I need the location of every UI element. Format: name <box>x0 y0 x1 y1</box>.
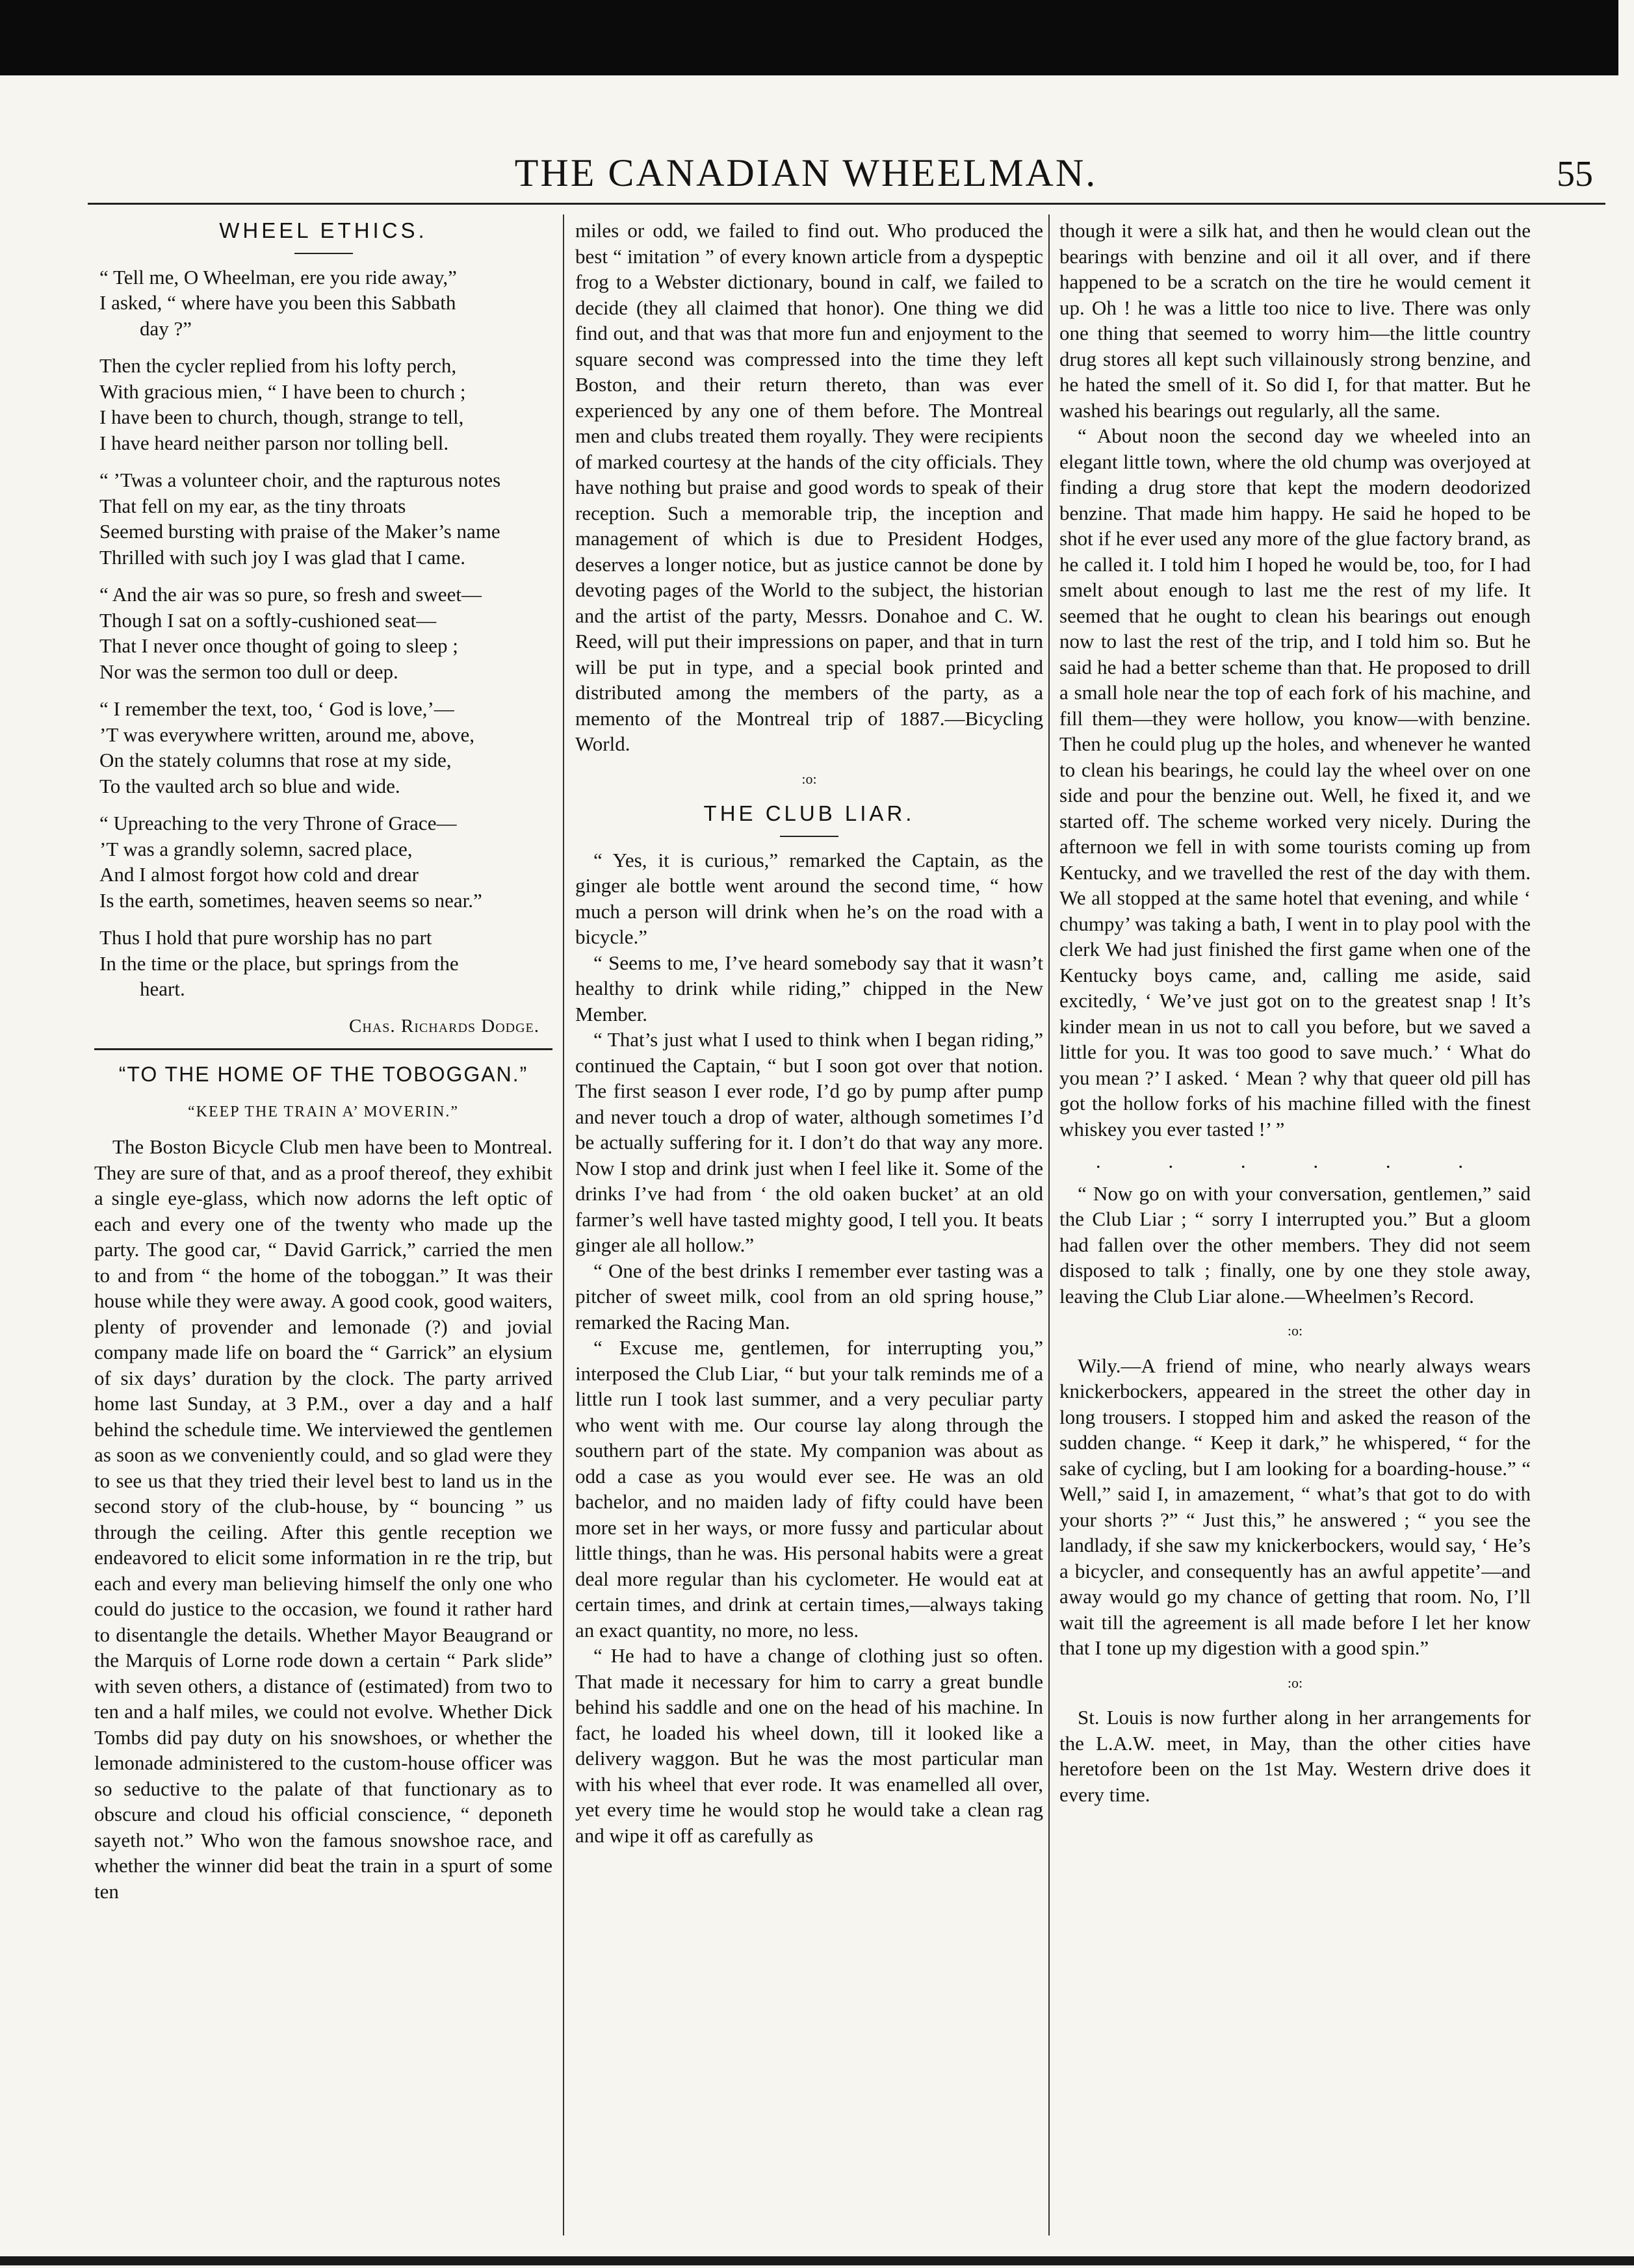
poem-line: I have heard neither parson nor tolling bell. <box>99 431 449 454</box>
poem-signature: Chas. Richards Dodge. <box>349 1015 539 1037</box>
bottom-bar <box>0 2256 1634 2265</box>
ellipsis-dots: . . . . . . <box>1095 1150 1495 1172</box>
poem-line: ’T was a grandly solemn, sacred place, <box>99 837 413 860</box>
poem-line: I have been to church, though, strange to tell, <box>99 406 464 428</box>
poem-line: To the vaulted arch so blue and wide. <box>99 774 400 797</box>
column-rule-2 <box>1048 214 1050 2236</box>
poem-line: day ?” <box>140 316 192 340</box>
article-subtitle: “KEEP THE TRAIN A’ MOVERIN.” <box>187 1103 460 1120</box>
poem-line: Then the cycler replied from his lofty perch, <box>99 354 457 377</box>
poem-line: I asked, “ where have you been this Sabbath <box>99 291 456 314</box>
poem-line: Though I sat on a softly-cushioned seat— <box>99 608 437 632</box>
poem-line: Thus I hold that pure worship has no part <box>99 926 432 949</box>
section-rule <box>94 1048 552 1050</box>
poem-stanza <box>94 467 552 570</box>
poem-stanza <box>94 925 552 1002</box>
st-louis-paragraph: St. Louis is now further along in her arrangements for the L.A.W. meet, in May, than the other cities have heretofore been on the 1st May. Western drive does it every time. <box>1059 1706 1531 1806</box>
poem-line: Thrilled with such joy I was glad that I came. <box>99 545 466 569</box>
poem-line: ’T was everywhere written, around me, above, <box>99 723 475 746</box>
top-black-bar <box>0 0 1618 75</box>
column-1 <box>94 218 552 2229</box>
poem-line: “ Tell me, O Wheelman, ere you ride away,” <box>99 265 457 289</box>
club-liar-continued: though it were a silk hat, and then he would clean out the bearings with benzine and oil it all over, and if there happened to be a scratch on the tire he would cement it up. Oh ! he was a little too nice to live. There was only one thing that seemed to worry him—the little country drug stores all kept such villainously strong benzine, and he hated the smell of it. So did I, for that matter. But he washed his bearings out regularly, all the same. <box>1059 219 1531 422</box>
poem-stanza <box>94 696 552 799</box>
poem-line: Is the earth, sometimes, heaven seems so near.” <box>99 888 482 912</box>
poem-line: With gracious mien, “ I have been to church ; <box>99 380 466 403</box>
club-liar-paragraph: “ About noon the second day we wheeled into an elegant little town, where the old chump was overjoyed at finding a drug store that kept the modern deodorized benzine. That made him happy. He said he hoped to be shot if he ever used any more of the glue factory brand, as he called it. I told him I hoped he would be, too, for I had smelt about enough to last me the rest of my life. It seemed that he ought to clean his bearings out enough now to last the rest of the trip, and I told him so. But he said he had a better scheme than that. He proposed to drill a small hole near the top of each fork of his machine, and fill them—they were hollow, you know—with benzine. Then he could plug up the holes, and whenever he wanted to clean his bearings, he could lay the wheel over on one side and pour the benzine out. Well, he fixed it, and we started off. The scheme worked very nicely. During the afternoon we fell in with some tourists coming up from Kentucky, and we travelled the rest of the day with them. We all stopped at the same hotel that evening, and while ‘ chumpy’ was taking a bath, I went in to play pool with the clerk We had just finished the first game when one of the Kentucky boys came, and, calling me aside, said excitedly, ‘ We’ve just got on to the greatest snap ! It’s kinder mean in us not to call you before, but we saved a little for you. It was too good to save much.’ ‘ What do you mean ?’ I asked. ‘ Mean ? why that queer old pill has got the hollow forks of his machine filled with the finest whiskey you ever tasted !’ ” <box>1059 424 1531 1140</box>
article-paragraph: The Boston Bicycle Club men have been to Montreal. They are sure of that, and as a proof thereof, they exhibit a single eye-glass, which now adorns the left optic of each and every one of the twenty who made up the party. The good car, “ David Garrick,” carried the men to and from “ the home of the toboggan.” It was their house while they were away. A good cook, good waiters, plenty of provender and lemonade (?) and jovial company made life on board the “ Garrick” an elysium of six days’ duration by the clock. The party arrived home last Sunday, at 3 P.M., over a day and a half behind the schedule time. We interviewed the gentlemen as soon as we conveniently could, and so glad were they to see us that they tried their level best to land us in the second story of the club-house, by “ bouncing ” us through the ceiling. After this gentle reception we endeavored to elicit some information in re the trip, but each and every man believing himself the only one who could do justice to the occasion, we found it rather hard to disentangle the details. Whether Mayor Beaugrand or the Marquis of Lorne rode down a certain “ Park slide” with seven others, a distance of (estimated) from two to ten and a half miles, we could not evolve. Whether Dick Tombs did pay duty on his snowshoes, or whether the lemonade administered to the custom-house officer was so seductive to the palate of that functionary as to obscure and cloud his official conscience, “ deponeth sayeth not.” Who won the famous snowshoe race, and whether the winner did beat the train in a spurt of some ten <box>94 1135 552 1903</box>
column-rule-1 <box>563 214 564 2236</box>
club-liar-title: THE CLUB LIAR. <box>703 801 915 825</box>
poem-line: That I never once thought of going to sleep ; <box>99 634 458 657</box>
poem-line: Seemed bursting with praise of the Maker’s name <box>99 520 500 543</box>
club-liar-paragraph: “ That’s just what I used to think when I began riding,” continued the Captain, “ but I soon got over that notion. The first season I ever rode, I’d go by pump after pump and never touch a drop of water, although sometimes I’d be actually suffering for it. I don’t do that way any more. Now I stop and drink just when I feel like it. Some of the drinks I’ve had from ‘ the old oaken bucket’ at an old farmer’s well have tasted mighty good, I tell you. It beats ginger ale all hollow.” <box>575 1028 1043 1256</box>
separator: :o: <box>1287 1674 1303 1691</box>
poem-line: “ I remember the text, too, ‘ God is love,’— <box>99 697 454 720</box>
title-rule <box>294 253 353 254</box>
poem-line: On the stately columns that rose at my side, <box>99 749 452 771</box>
column-2 <box>575 218 1043 2229</box>
poem-line: And I almost forgot how cold and drear <box>99 863 419 886</box>
club-liar-paragraph: “ One of the best drinks I remember ever tasting was a pitcher of sweet milk, cool from an old spring house,” remarked the Racing Man. <box>575 1259 1043 1334</box>
poem-line: “ And the air was so pure, so fresh and sweet— <box>99 583 482 606</box>
poem-line: “ ’Twas a volunteer choir, and the rapturous notes <box>99 469 501 491</box>
poem-line: heart. <box>140 977 185 1000</box>
club-liar-paragraph: “ Yes, it is curious,” remarked the Captain, as the ginger ale bottle went around the second time, “ how much a person will drink when he’s on the road with a bicycle.” <box>575 848 1043 948</box>
poem-line: That fell on my ear, as the tiny throats <box>99 494 406 517</box>
article-title: “TO THE HOME OF THE TOBOGGAN.” <box>118 1063 528 1086</box>
page-number: 55 <box>1557 154 1593 194</box>
poem-stanza <box>94 810 552 913</box>
poem-title: WHEEL ETHICS. <box>219 218 428 242</box>
title-rule <box>780 836 838 837</box>
poem-stanza <box>94 264 552 342</box>
separator: :o: <box>801 770 817 787</box>
article-continued: miles or odd, we failed to find out. Who produced the best “ imitation ” of every known article from a dyspeptic frog to a Webster dictionary, bound in calf, we failed to decide (they all claimed that honor). One thing we did find out, and that was that more fun and enjoyment to the square second was compressed into the time they left Boston, and their return thereto, than was ever experienced by any one of them before. The Montreal men and clubs treated them royally. They were recipients of marked courtesy at the hands of the city officials. They have nothing but praise and good words to speak of their reception. Such a memorable trip, the inception and management of which is due to President Hodges, deserves a longer notice, but as justice cannot be done by devoting pages of the World to the subject, the historian and the artist of the party, Messrs. Donahoe and C. W. Reed, will put their impressions on paper, and that in turn will be put in type, and a special book printed and distributed among the members of the party, as a memento of the Montreal trip of 1887.—Bicycling World. <box>575 219 1043 755</box>
poem-stanza <box>94 353 552 456</box>
poem-stanza <box>94 582 552 684</box>
club-liar-paragraph: “ Seems to me, I’ve heard somebody say that it wasn’t healthy to drink while riding,” chipped in the New Member. <box>575 951 1043 1025</box>
club-liar-paragraph: “ Excuse me, gentlemen, for interrupting you,” interposed the Club Liar, “ but your talk reminds me of a little run I took last summer, and a very peculiar party who went with me. Our course lay along through the southern part of the state. My companion was about as odd a case as you would ever see. He was an old bachelor, and no maiden lady of fifty could have been more set in her ways, or more fussy and particular about little things, than he was. His personal habits were a great deal more regular than his cyclometer. He would eat at certain times, and drink at certain times,—always taking an exact quantity, no more, no less. <box>575 1336 1043 1642</box>
club-liar-paragraph: “ Now go on with your conversation, gentlemen,” said the Club Liar ; “ sorry I interrupted you.” But a gloom had fallen over the other members. They did not seem disposed to talk ; finally, one by one they stole away, leaving the Club Liar alone.—Wheelmen’s Record. <box>1059 1181 1531 1308</box>
club-liar-paragraph: “ He had to have a change of clothing just so often. That made it necessary for him to carry a great bundle behind his saddle and one on the head of his machine. In fact, he loaded his wheel down, till it looked like a delivery waggon. But he was the most particular man with his wheel that ever rode. It was enamelled all over, yet every time he would stop he would take a clean rag and wipe it off as carefully as <box>575 1644 1043 1847</box>
poem-line: “ Upreaching to the very Throne of Grace— <box>99 812 457 834</box>
masthead-rule <box>88 203 1605 205</box>
wily-paragraph: Wily.—A friend of mine, who nearly always wears knickerbockers, appeared in the street the other day in long trousers. I stopped him and asked the reason of the sudden change. “ Keep it dark,” he whispered, “ for the sake of cycling, but I am looking for a boarding-house.” “ Well,” said I, in amazement, “ what’s that got to do with your shorts ?” “ Just this,” he answered ; “ you see the landlady, if she saw my knickerbockers, would say, ‘ He’s a bicycler, and consequently has an awful appetite’—and away would go my chance of getting that room. No, I’ll wait till the agreement is all made before I let her know that I tone up my digestion with a good spin.” <box>1059 1354 1531 1659</box>
separator: :o: <box>1287 1322 1303 1339</box>
poem-body <box>94 264 552 1002</box>
poem-line: Nor was the sermon too dull or deep. <box>99 660 398 683</box>
column-3 <box>1059 218 1531 2229</box>
poem-line: In the time or the place, but springs from the <box>99 951 459 975</box>
masthead-title: THE CANADIAN WHEELMAN. <box>514 151 1098 194</box>
